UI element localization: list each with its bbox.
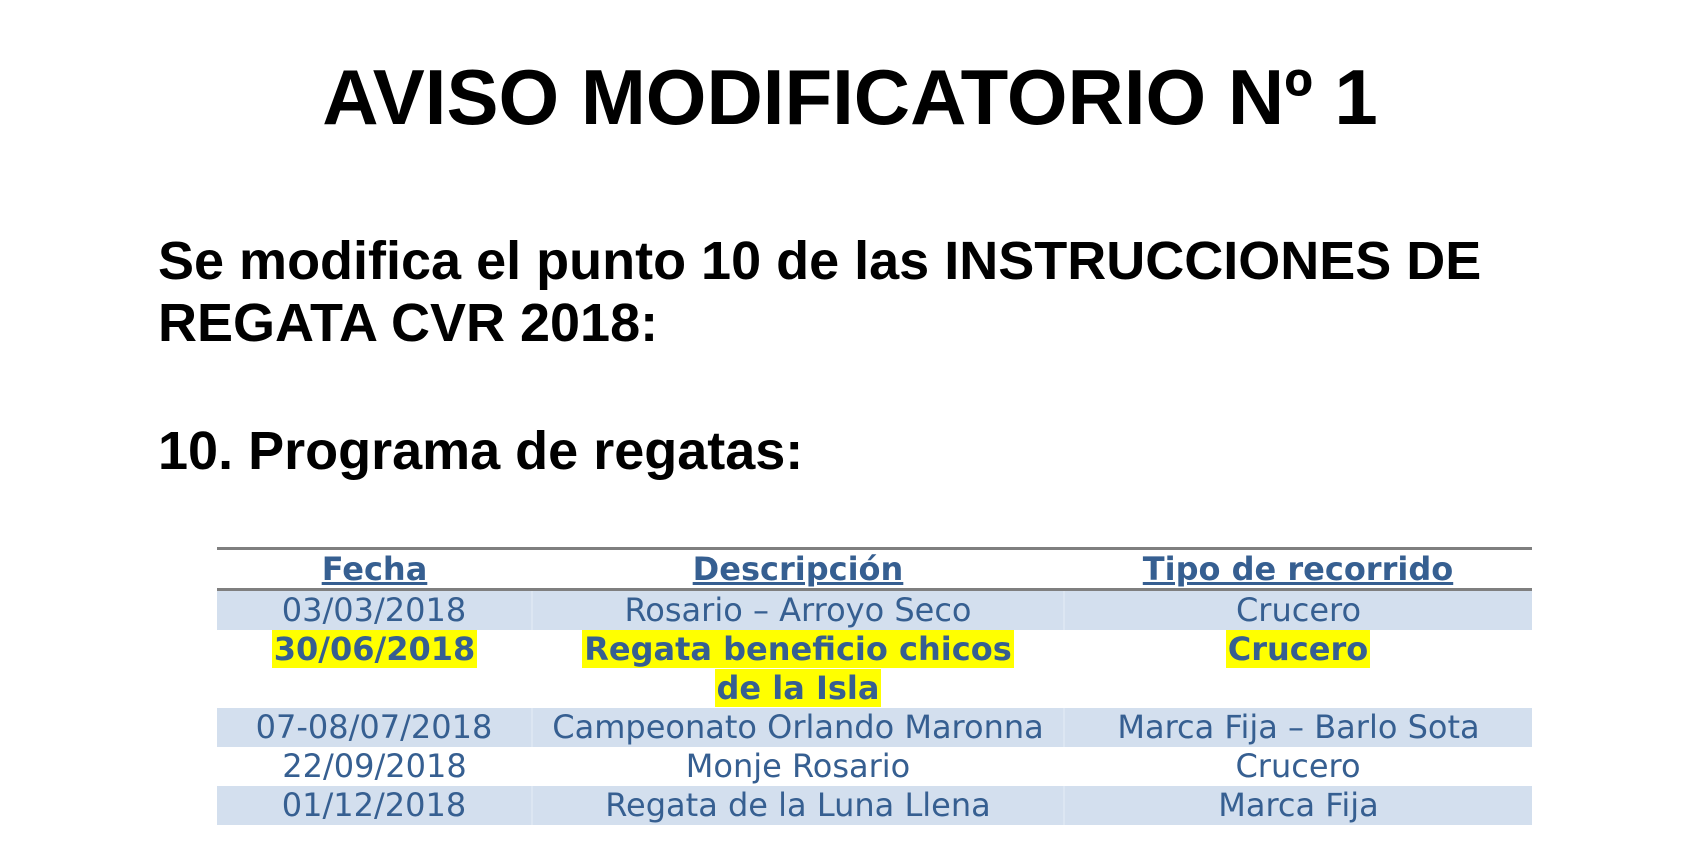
highlighted-text: 30/06/2018 [273, 630, 476, 668]
highlighted-text: de la Isla [716, 669, 880, 707]
table-row [217, 747, 1532, 786]
cell-description [532, 630, 1064, 708]
header-date: Fecha [321, 550, 428, 588]
cell-course-type: Crucero [1235, 747, 1361, 785]
table-row [217, 590, 1532, 631]
table-row [217, 708, 1532, 747]
cell-date [217, 630, 532, 708]
section-heading: 10. Programa de regatas: [158, 421, 804, 481]
highlighted-text: Regata beneficio chicos [584, 630, 1012, 668]
cell-description: Monje Rosario [685, 747, 911, 785]
cell-description: Regata de la Luna Llena [532, 786, 1064, 825]
cell-description: Campeonato Orlando Maronna [532, 708, 1064, 747]
highlighted-text: Crucero [1227, 630, 1369, 668]
table-row-highlighted [217, 630, 1532, 708]
notice-title: AVISO MODIFICATORIO Nº 1 [322, 53, 1378, 141]
regatta-schedule-table [217, 547, 1532, 825]
cell-date: 07-08/07/2018 [217, 708, 532, 747]
cell-course-type [1064, 630, 1532, 708]
table-row [217, 786, 1532, 825]
notice-intro: Se modifica el punto 10 de las INSTRUCCIONES DE REGATA CVR 2018: [158, 231, 1482, 353]
cell-date: 03/03/2018 [217, 590, 532, 631]
cell-course-type: Marca Fija – Barlo Sota [1064, 708, 1532, 747]
cell-course-type: Crucero [1064, 590, 1532, 631]
cell-date: 01/12/2018 [217, 786, 532, 825]
table-header-row [217, 549, 1532, 590]
header-description: Descripción [692, 550, 904, 588]
cell-description: Rosario – Arroyo Seco [532, 590, 1064, 631]
header-course-type: Tipo de recorrido [1142, 550, 1454, 588]
cell-date: 22/09/2018 [282, 747, 467, 785]
cell-course-type: Marca Fija [1064, 786, 1532, 825]
